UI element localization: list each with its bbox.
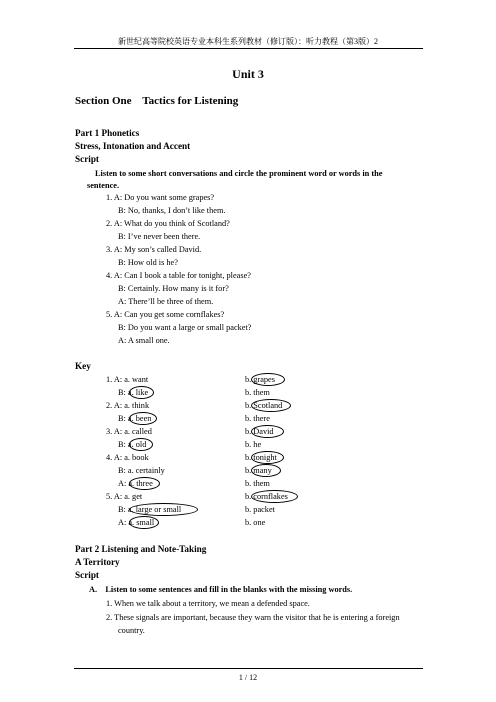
script-line: B: No, thanks, I don’t like them. <box>118 206 226 215</box>
answer-circle <box>129 503 198 516</box>
header-rule <box>74 48 423 49</box>
key-left: B: a. been <box>118 414 152 423</box>
script-line: 2. These signals are important, because they warn the visitor that he is entering a foreign <box>106 613 400 622</box>
answer-circle <box>129 477 160 490</box>
footer-rule <box>74 668 423 669</box>
key-label: Key <box>75 361 91 371</box>
key-left: B: a. large or small <box>118 505 182 514</box>
part1-instruction: Listen to some short conversations and circle the prominent word or words in the <box>95 169 383 178</box>
key-left: B: a. old <box>118 440 147 449</box>
part2-subtitle: A Territory <box>75 557 120 567</box>
answer-circle <box>251 451 284 464</box>
script-line: B: Do you want a large or small packet? <box>118 323 252 332</box>
answer-circle <box>251 425 284 438</box>
part2-script-label: Script <box>75 570 99 580</box>
key-right: b. many <box>245 466 272 475</box>
key-right: b. packet <box>245 505 275 514</box>
key-right: b. tonight <box>245 453 277 462</box>
key-left: A: a. small <box>118 518 155 527</box>
key-left: 5. A: a. get <box>106 492 143 501</box>
section-title: Section One Tactics for Listening <box>75 95 239 107</box>
script-line: 3. A: My son’s called David. <box>106 245 202 254</box>
key-right: b. there <box>245 414 270 423</box>
script-line: country. <box>118 626 145 635</box>
script-line: A: There’ll be three of them. <box>118 297 214 306</box>
script-line: B: How old is he? <box>118 258 178 267</box>
answer-circle <box>129 438 153 451</box>
unit-title: Unit 3 <box>232 67 264 81</box>
key-left: 2. A: a. think <box>106 401 150 410</box>
script-line: 5. A: Can you get some cornflakes? <box>106 310 225 319</box>
key-right: b. he <box>245 440 262 449</box>
part1-title: Part 1 Phonetics <box>75 128 140 138</box>
answer-circle <box>251 490 298 503</box>
page-number: 1 / 12 <box>238 673 258 682</box>
key-right: b. David <box>245 427 274 436</box>
script-line: 1. A: Do you want some grapes? <box>106 193 215 202</box>
key-right: b. them <box>245 479 270 488</box>
key-right: b. Scotland <box>245 401 283 410</box>
part1-script-label: Script <box>75 154 99 164</box>
key-right: b. cornflakes <box>245 492 288 501</box>
page-header: 新世纪高等院校英语专业本科生系列教材（修订版）：听力教程（第3版）2 <box>118 37 378 46</box>
script-line: B: I’ve never been there. <box>118 232 201 241</box>
script-line: 1. When we talk about a territory, we mean a defended space. <box>106 599 310 608</box>
answer-circle <box>251 373 285 386</box>
script-line: A: A small one. <box>118 336 170 345</box>
answer-circle <box>129 412 157 425</box>
answer-circle <box>251 399 291 412</box>
key-right: b. one <box>245 518 266 527</box>
key-right: b. them <box>245 388 270 397</box>
answer-circle <box>129 386 154 399</box>
answer-circle <box>251 464 281 477</box>
key-left: A: a. three <box>118 479 153 488</box>
key-left: B: a. like <box>118 388 149 397</box>
part1-instruction-cont: sentence. <box>87 181 120 190</box>
key-left: 1. A: a. want <box>106 375 149 384</box>
script-line: 4. A: Can I book a table for tonight, please? <box>106 271 251 280</box>
key-right: b. grapes <box>245 375 275 384</box>
part1-subtitle: Stress, Intonation and Accent <box>75 141 191 151</box>
key-left: 3. A: a. called <box>106 427 152 436</box>
answer-circle <box>129 516 159 529</box>
section-a-instruction: A. Listen to some sentences and fill in the blanks with the missing words. <box>89 585 353 594</box>
key-left: B: a. certainly <box>118 466 165 475</box>
part2-title: Part 2 Listening and Note-Taking <box>75 544 207 554</box>
key-left: 4. A: a. book <box>106 453 149 462</box>
script-line: B: Certainly. How many is it for? <box>118 284 229 293</box>
script-line: 2. A: What do you think of Scotland? <box>106 219 230 228</box>
